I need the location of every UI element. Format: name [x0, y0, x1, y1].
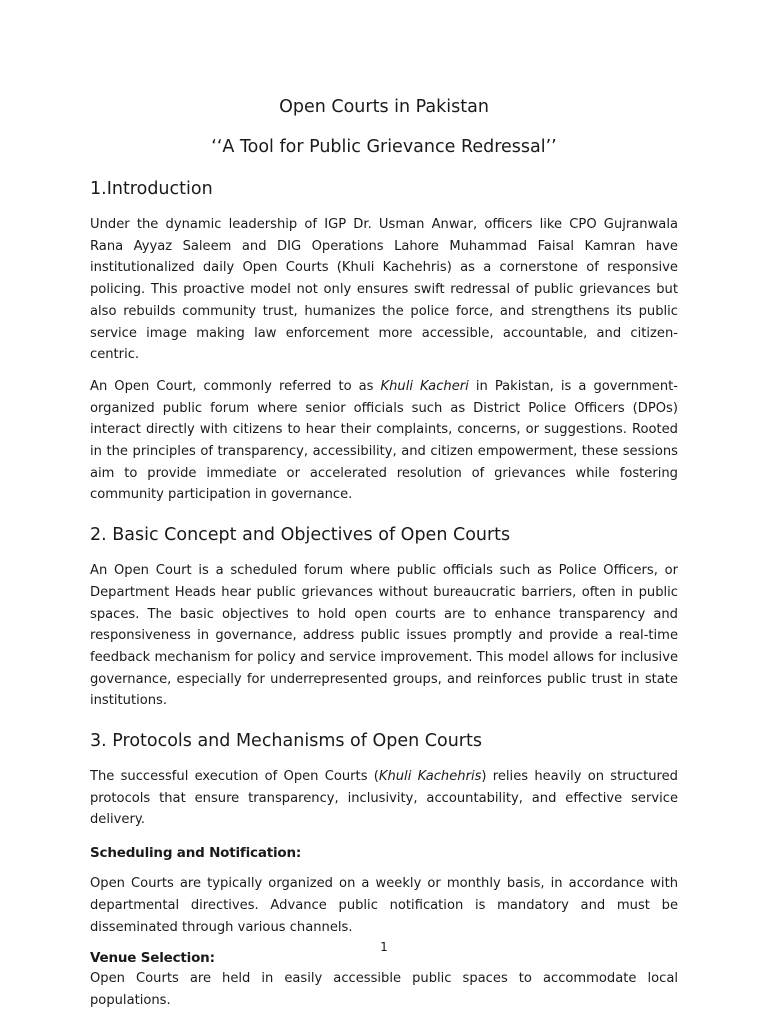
document-subtitle: ‘‘A Tool for Public Grievance Redressal’’	[211, 137, 557, 157]
protocols-paragraph	[90, 766, 678, 831]
scheduling-paragraph: Open Courts are typically organized on a weekly or monthly basis, in accordance with departmental directives. Advance public notification is mandatory and must be disseminated through various channels.	[90, 876, 678, 935]
intro-p2-end: in Pakistan, is a government-organized public forum where senior officials such as District Police Officers (DPOs) interact directly with citizens to hear their complaints, concerns, or suggestions. Rooted in the principles of transparency, accessibility, and citizen empowerment, these sessions aim to provide immediate or accelerated resolution of grievances while fostering community participation in governance.	[90, 378, 678, 503]
section-heading-concept: 2. Basic Concept and Objectives of Open Courts	[90, 525, 511, 546]
protocols-p1-italic: Khuli Kachehris	[378, 769, 482, 785]
intro-paragraph-1: Under the dynamic leadership of IGP Dr. Usman Anwar, officers like CPO Gujranwala Rana Ayyaz Saleem and DIG Operations Lahore Muhammad Faisal Kamran have institutionalized daily Open Courts (Khuli Kachehris) as a cornerstone of responsive policing. This proactive model not only ensures swift redressal of public grievances but also rebuilds community trust, humanizes the police force, and strengthens its public service image making law enforcement more accessible, accountable, and citizen-centric.	[90, 217, 678, 363]
concept-paragraph: An Open Court is a scheduled forum where public officials such as Police Officers, or Department Heads hear public grievances without bureaucratic barriers, often in public spaces. The basic objectives to hold open courts are to enhance transparency and responsiveness in governance, address public issues promptly and provide a real-time feedback mechanism for policy and service improvement. This model allows for inclusive governance, especially for underrepresented groups, and reinforces public trust in state institutions.	[90, 563, 678, 709]
page-number: 1	[380, 940, 388, 954]
intro-p2-italic: Khuli Kacheri	[380, 378, 469, 394]
protocols-p1-start: The successful execution of Open Courts (	[90, 769, 379, 785]
section-heading-introduction: 1.Introduction	[90, 179, 213, 199]
document-title: Open Courts in Pakistan	[279, 97, 489, 117]
subheading-scheduling: Scheduling and Notification:	[90, 845, 302, 862]
venue-paragraph: Open Courts are held in easily accessible public spaces to accommodate local populations.	[90, 971, 678, 1008]
intro-p2-start: An Open Court, commonly referred to as	[90, 378, 381, 394]
section-heading-protocols: 3. Protocols and Mechanisms of Open Courts	[90, 731, 482, 752]
intro-paragraph-2	[90, 376, 678, 506]
protocols-p1-end: ) relies heavily on structured protocols that ensure transparency, inclusivity, accountability, and effective service delivery.	[90, 769, 678, 828]
subheading-venue: Venue Selection:	[90, 950, 215, 967]
